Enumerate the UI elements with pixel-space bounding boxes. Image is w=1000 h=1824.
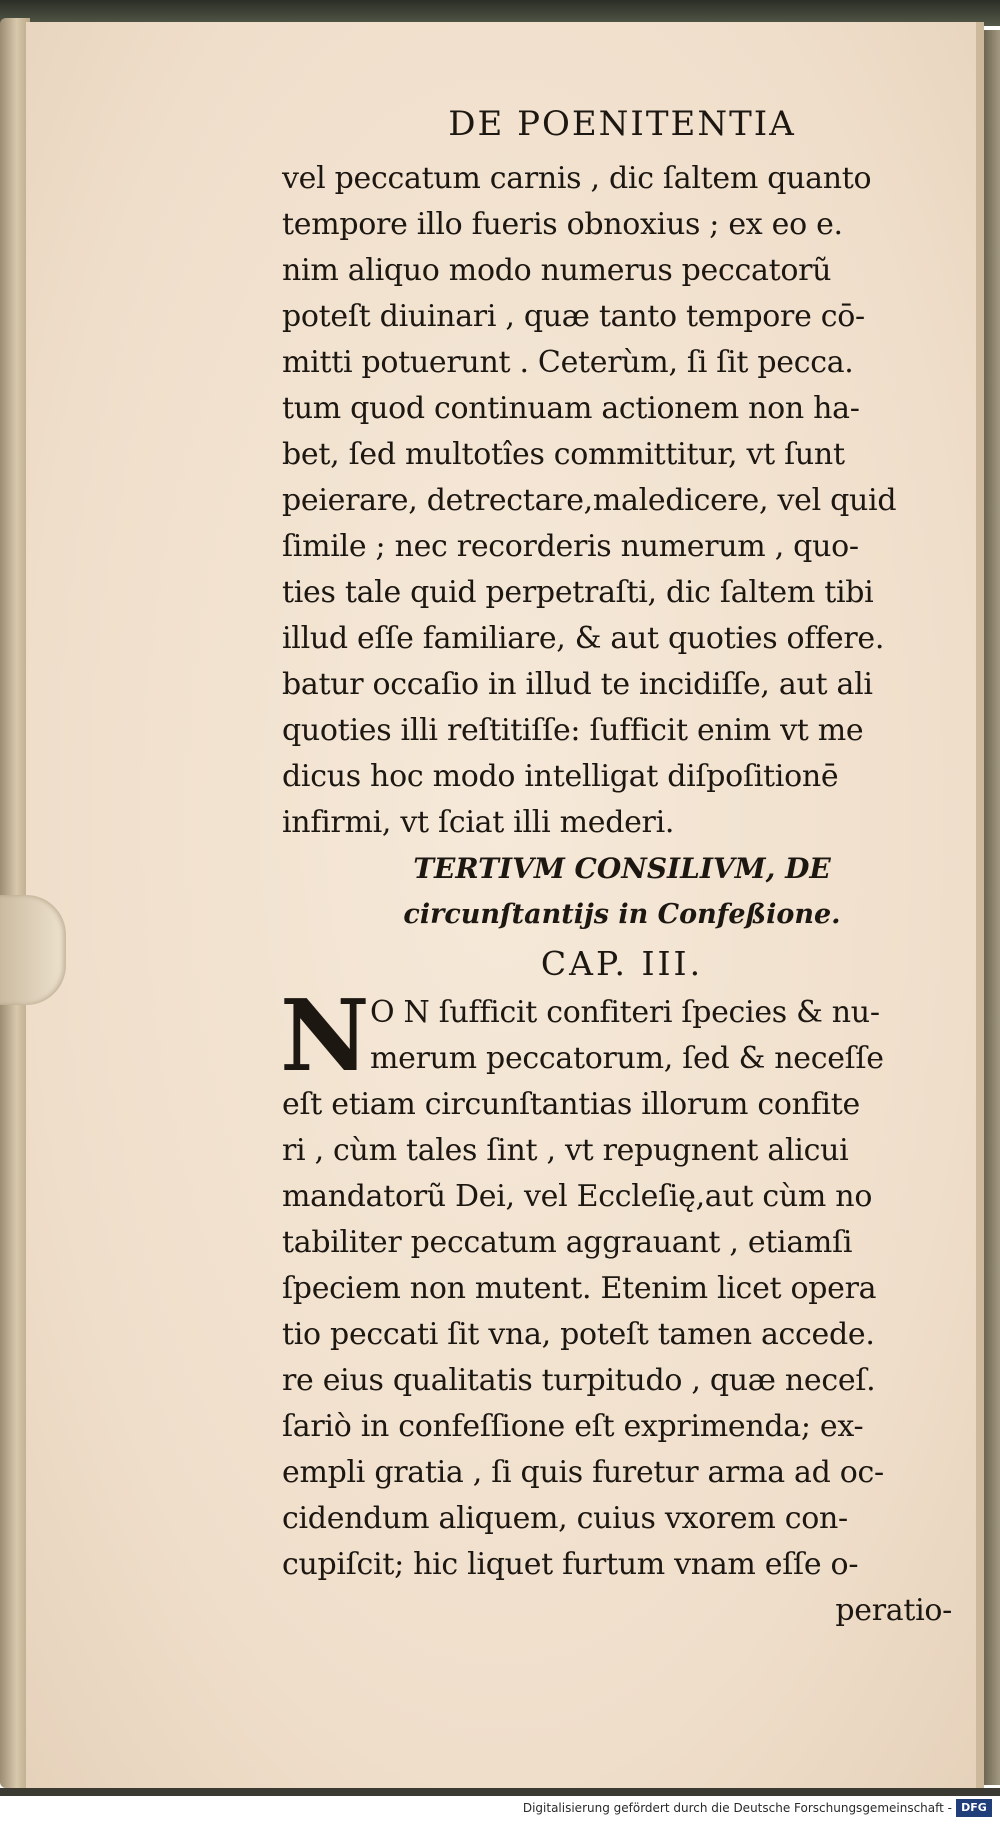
text-line: mitti potuerunt . Ceterùm, ſi ſit pecca. [282,345,854,380]
page-text-block [282,100,962,1634]
text-line: infirmi, vt ſciat illi mederi. [282,805,675,840]
text-line: O N ſufficit confiteri ſpecies & nu- [370,995,880,1030]
chapter-subtitle: circunſtantijs in Confeßione. [403,899,841,930]
text-line: cupiſcit; hic liquet furtum vnam eſſe o- [282,1547,859,1582]
right-binding-edge [984,30,1000,1785]
text-line: quoties illi reſtitiſſe: ſufficit enim vt me [282,713,864,748]
chapter-paragraph [280,979,962,1634]
drop-initial: N [280,979,370,1094]
text-line: empli gratia , ſi quis furetur arma ad oc- [282,1455,884,1490]
text-line: vel peccatum carnis , dic ſaltem quanto [282,161,872,196]
text-line: dicus hoc modo intelligat diſpoſitionē [282,759,839,794]
page-tab-marker [0,895,66,1005]
text-line: merum peccatorum, ſed & neceſſe [370,1041,884,1076]
text-line: eſt etiam circunſtantias illorum confite [282,1087,860,1122]
text-line: ſimile ; nec recorderis numerum , quo- [282,529,859,564]
text-line: poteſt diuinari , quæ tanto tempore cō- [282,299,865,334]
text-line: tio peccati ſit vna, poteſt tamen accede. [282,1317,875,1352]
text-line: cidendum aliquem, cuius vxorem con- [282,1501,848,1536]
text-line: tempore illo fueris obnoxius ; ex eo e. [282,207,843,242]
dfg-logo-icon: DFG [956,1799,992,1817]
text-line: tum quod continuam actionem non ha- [282,391,860,426]
running-head: DE POENITENTIA [448,104,796,144]
text-line: bet, ſed multotîes committitur, vt ſunt [282,437,845,472]
text-line: tabiliter peccatum aggrauant , etiamſi [282,1225,853,1260]
digitization-credit: Digitalisierung gefördert durch die Deutsche Forschungsgemeinschaft - [522,1801,952,1815]
text-line: ſariò in confeſſione eſt exprimenda; ex- [282,1409,864,1444]
text-line: batur occaſio in illud te incidiſſe, aut ali [282,667,873,702]
text-line: mandatorũ Dei, vel Eccleſię,aut cùm no [282,1179,873,1214]
scan-bottom-border [0,1788,1000,1796]
text-line: peierare, detrectare,maledicere, vel quid [282,483,897,518]
text-line: illud eſſe familiare, & aut quoties offere. [282,621,885,656]
text-line: re eius qualitatis turpitudo , quæ neceſ. [282,1363,876,1398]
catchword: peratio- [835,1593,952,1628]
text-line: ſpeciem non mutent. Etenim licet opera [282,1271,877,1306]
chapter-number: CAP. III. [540,944,704,983]
text-line: nim aliquo modo numerus peccatorũ [282,253,832,288]
text-line: ties tale quid perpetraſti, dic ſaltem tibi [282,575,874,610]
paragraph-continued [282,156,962,846]
text-line: ri , cùm tales ſint , vt repugnent alicui [282,1133,849,1168]
chapter-title: TERTIVM CONSILIVM, DE [413,852,831,885]
